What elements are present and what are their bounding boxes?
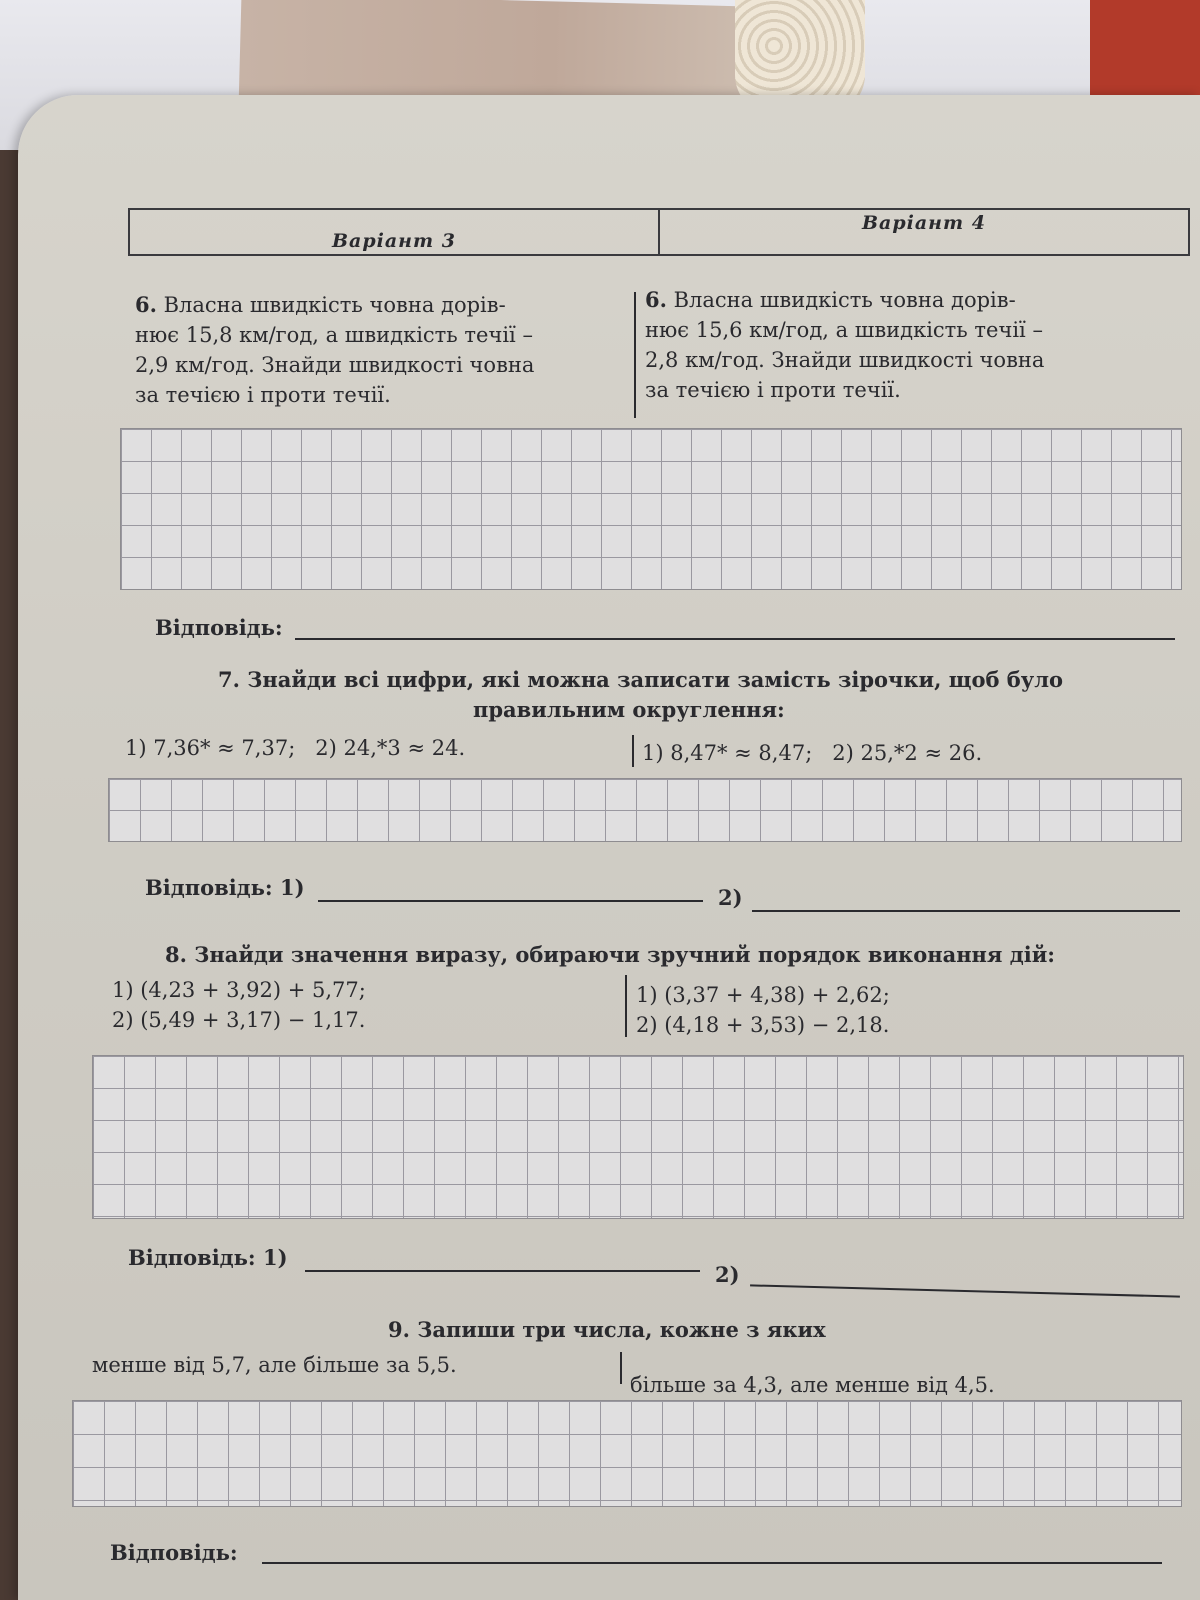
task7-divider (632, 735, 634, 767)
task6-left (135, 290, 625, 410)
task6-divider (634, 292, 636, 418)
task6-right (645, 285, 1175, 405)
task7-answer-part2-label: 2) (718, 885, 743, 910)
task7-left: 1) 7,36* ≈ 7,37; 2) 24,*3 ≈ 24. (125, 736, 466, 760)
task6-left-line-2: нює 15,8 км/год, а швидкість течії – (135, 323, 533, 347)
task7-title-line-1: 7. Знайди всі цифри, які можна записати замість зірочки, щоб було (218, 667, 1064, 692)
task9-grid[interactable] (72, 1400, 1182, 1507)
task7-answer-line-2[interactable] (752, 910, 1180, 912)
task8-left (112, 975, 366, 1035)
task6-answer-line[interactable] (295, 638, 1175, 640)
task8-right (636, 980, 890, 1040)
task8-answer-part2-label: 2) (715, 1262, 740, 1287)
task6-left-line-1: Власна швидкість човна дорів- (163, 293, 506, 317)
task6-right-line-4: за течією і проти течії. (645, 378, 901, 402)
task9-right: більше за 4,3, але менше від 4,5. (630, 1373, 995, 1397)
task6-right-number: 6. (645, 287, 667, 312)
task9-title: 9. Запиши три числа, кожне з яких (388, 1317, 826, 1342)
task8-right-item-2: 2) (4,18 + 3,53) − 2,18. (636, 1013, 890, 1037)
task9-answer-label: Відповідь: (110, 1540, 238, 1565)
task6-grid[interactable] (120, 428, 1182, 590)
task8-right-item-1: 1) (3,37 + 4,38) + 2,62; (636, 983, 890, 1007)
task6-left-number: 6. (135, 292, 157, 317)
task7-title-line-2: правильним округлення: (473, 697, 785, 722)
task6-right-line-1: Власна швидкість човна дорів- (673, 288, 1016, 312)
task6-right-line-3: 2,8 км/год. Знайди швидкості човна (645, 348, 1045, 372)
task6-left-line-4: за течією і проти течії. (135, 383, 391, 407)
task9-divider (620, 1352, 622, 1384)
task9-left: менше від 5,7, але більше за 5,5. (92, 1353, 457, 1377)
variant-header-table (128, 208, 1190, 256)
task8-left-item-2: 2) (5,49 + 3,17) − 1,17. (112, 1008, 366, 1032)
task9-answer-line[interactable] (262, 1562, 1162, 1564)
task6-answer-label: Відповідь: (155, 615, 283, 640)
task7-grid[interactable] (108, 778, 1182, 842)
variant-4-header: Варіант 4 (658, 210, 1188, 254)
task8-divider (625, 975, 627, 1037)
task6-right-line-2: нює 15,6 км/год, а швидкість течії – (645, 318, 1043, 342)
task8-answer-label: Відповідь: 1) (128, 1245, 288, 1270)
task8-answer-line-1[interactable] (305, 1270, 700, 1272)
task7-answer-line-1[interactable] (318, 900, 703, 902)
variant-3-header: Варіант 3 (332, 230, 456, 252)
task8-grid[interactable] (92, 1055, 1184, 1219)
task8-left-item-1: 1) (4,23 + 3,92) + 5,77; (112, 978, 366, 1002)
task7-answer-label: Відповідь: 1) (145, 875, 305, 900)
task8-title: 8. Знайди значення виразу, обираючи зручний порядок виконання дій: (165, 942, 1056, 967)
task7-right: 1) 8,47* ≈ 8,47; 2) 25,*2 ≈ 26. (642, 741, 983, 765)
task6-left-line-3: 2,9 км/год. Знайди швидкості човна (135, 353, 535, 377)
